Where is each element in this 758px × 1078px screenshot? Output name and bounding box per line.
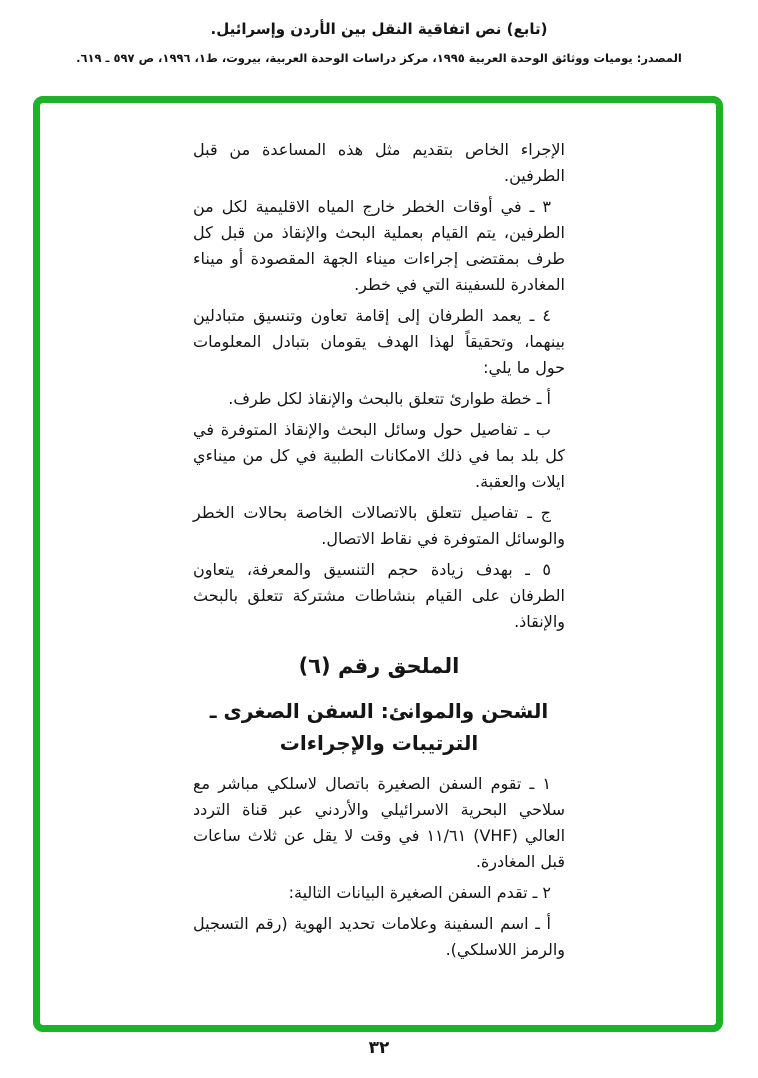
annex-heading: الملحق رقم (٦)	[298, 654, 460, 678]
page-number: ٣٢	[368, 1038, 390, 1058]
annex-subheading-line2: الترتيبات والإجراءات	[279, 731, 479, 755]
annex-subheading-line1: الشحن والموانئ: السفن الصغرى ـ	[209, 699, 549, 723]
paragraph-item-3: ٣ ـ في أوقات الخطر خارج المياه الاقليمية لكل من الطرفين، يتم القيام بعملية البحث والإنقاذ من قبل كل طرف بمقتضى إجراءات ميناء الجهة المقصودة أو ميناء المغادرة للسفينة التي في خطر.	[193, 197, 565, 294]
paragraph-item-5: ٥ ـ بهدف زيادة حجم التنسيق والمعرفة، يتعاون الطرفان على القيام بنشاطات مشتركة تتعلق بالبحث والإنقاذ.	[193, 560, 565, 631]
annex-paragraph-item-2: ٢ ـ تقدم السفن الصغيرة البيانات التالية:	[288, 883, 551, 902]
document-body	[193, 137, 565, 968]
source-citation-line: المصدر: يوميات ووثائق الوحدة العربية ١٩٩٥، مركز دراسات الوحدة العربية، بيروت، ط١، ١٩٩٦، ص ٥٩٧ ـ ٦١٩.	[76, 51, 682, 65]
paragraph-item-b: ب ـ تفاصيل حول وسائل البحث والإنقاذ المتوفرة في كل بلد بما في ذلك الامكانات الطبية في كل من ميناءي ايلات والعقبة.	[193, 420, 565, 491]
annex-subheading	[193, 695, 565, 759]
paragraph-item-4: ٤ ـ يعمد الطرفان إلى إقامة تعاون وتنسيق متبادلين بينهما، وتحقيقاً لهذا الهدف يقومان بتبادل المعلومات حول ما يلي:	[193, 306, 565, 377]
paragraph-item-a: أ ـ خطة طوارئ تتعلق بالبحث والإنقاذ لكل طرف.	[228, 389, 551, 408]
paragraph-continuation: الإجراء الخاص بتقديم مثل هذه المساعدة من قبل الطرفين.	[193, 140, 565, 185]
annex-paragraph-item-1: ١ ـ تقوم السفن الصغيرة باتصال لاسلكي مباشر مع سلاحي البحرية الاسرائيلي والأردني عبر قناة التردد العالي (VHF) ١١/٦١ في وقت لا يقل عن ثلاث ساعات قبل المغادرة.	[193, 774, 566, 871]
page-header-title: (تابع) نص اتفاقية النقل بين الأردن وإسرائيل.	[210, 20, 548, 38]
paragraph-item-j: ج ـ تفاصيل تتعلق بالاتصالات الخاصة بحالات الخطر والوسائل المتوفرة في نقاط الاتصال.	[193, 503, 565, 548]
annex-paragraph-item-a: أ ـ اسم السفينة وعلامات تحديد الهوية (رقم التسجيل والرمز اللاسلكي).	[193, 914, 565, 959]
